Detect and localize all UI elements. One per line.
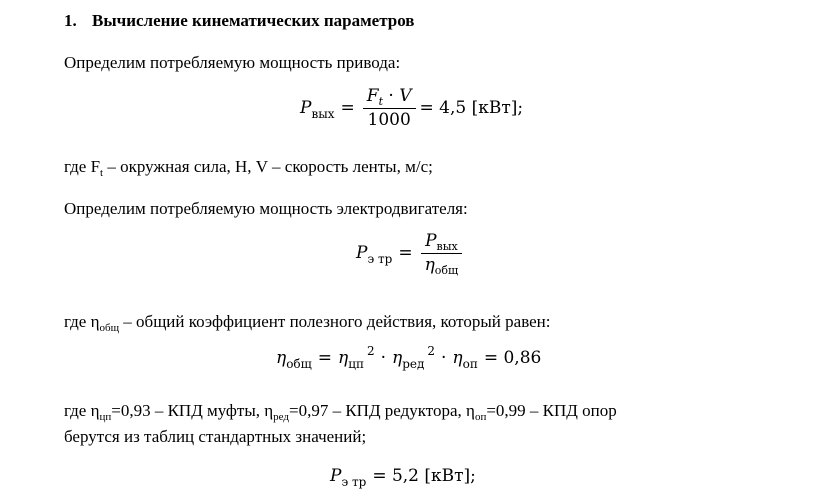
paragraph-efficiency-definition: [64, 312, 551, 334]
formula4-lhs-sub: э тр: [341, 474, 367, 489]
formula3-t3: η: [452, 348, 463, 368]
formula2-den-eta: η: [424, 255, 435, 275]
p4-sub: общ: [99, 322, 120, 334]
p2-sub: t: [100, 167, 104, 179]
section-number: 1.: [64, 11, 77, 30]
formula1-denominator: 1000: [363, 108, 416, 129]
formula3-dot2: ·: [441, 348, 447, 368]
formula2-num-p: P: [425, 231, 437, 251]
formula3-result: = 0,86: [483, 348, 542, 368]
formula2-equals: =: [398, 243, 413, 263]
p5-b-sub: ред: [273, 411, 289, 423]
p4-prefix: где η: [64, 312, 100, 331]
formula1-result: = 4,5 [кВт];: [419, 98, 524, 118]
formula3-t1-sub: цп: [348, 356, 364, 371]
formula4-lhs: P: [330, 466, 342, 486]
formula2-den-sub: общ: [434, 264, 459, 277]
formula4-result: = 5,2 [кВт];: [372, 466, 476, 486]
p5-b: =0,93 – КПД муфты, η: [111, 401, 274, 420]
formula1-fraction: [365, 88, 414, 129]
formula-motor-power: [356, 231, 464, 277]
formula2-numerator: [423, 233, 460, 253]
p5-c-sub: оп: [474, 411, 487, 423]
formula3-dot1: ·: [380, 348, 386, 368]
paragraph-ft-definition: [64, 157, 433, 179]
formula3-t2-sub: ред: [402, 356, 425, 371]
paragraph-table-source: берутся из таблиц стандартных значений;: [64, 427, 367, 446]
formula3-t1: η: [338, 348, 349, 368]
formula3-t2-sup: 2: [427, 343, 435, 358]
paragraph-intro-power: Определим потребляемую мощность привода:: [64, 53, 401, 72]
formula1-lhs: P: [300, 98, 312, 118]
formula1-lhs-sub: вых: [311, 106, 335, 121]
formula3-t2: η: [392, 348, 403, 368]
section-title: Вычисление кинематических параметров: [92, 11, 415, 30]
formula2-denominator: [421, 253, 463, 277]
section-heading: [64, 12, 414, 29]
p5-a: где η: [64, 401, 100, 420]
paragraph-intro-motor-power: Определим потребляемую мощность электродвигателя:: [64, 199, 468, 218]
formula2-lhs: P: [356, 243, 368, 263]
formula1-num-dot: ·: [383, 86, 400, 106]
p2-rest: – окружная сила, Н, V – скорость ленты, м/с;: [103, 157, 433, 176]
formula1-num-v: V: [399, 86, 412, 106]
formula1-num-f: F: [366, 86, 379, 106]
p2-prefix: где F: [64, 157, 101, 176]
formula3-t1-sup: 2: [366, 343, 375, 358]
formula-total-efficiency: [276, 343, 542, 371]
formula3-lhs: η: [276, 348, 287, 368]
formula-output-power: [300, 88, 523, 129]
formula1-equals: =: [340, 98, 355, 118]
p5-a-sub: цп: [99, 411, 112, 423]
formula3-lhs-sub: общ: [286, 356, 312, 371]
formula-motor-power-result: [330, 466, 476, 489]
formula1-numerator: [365, 88, 414, 108]
formula3-t3-sub: оп: [462, 356, 478, 371]
formula2-num-sub: вых: [436, 240, 458, 253]
p4-rest: – общий коэффициент полезного действия, который равен:: [119, 312, 551, 331]
formula2-fraction: [423, 231, 461, 277]
formula1-num-f-sub: t: [378, 95, 383, 108]
p5-c: =0,97 – КПД редуктора, η: [288, 401, 475, 420]
formula2-lhs-sub: э тр: [367, 251, 393, 266]
formula3-equals: =: [317, 348, 333, 368]
p5-d: =0,99 – КПД опор: [486, 401, 617, 420]
paragraph-efficiency-values: [64, 401, 617, 423]
